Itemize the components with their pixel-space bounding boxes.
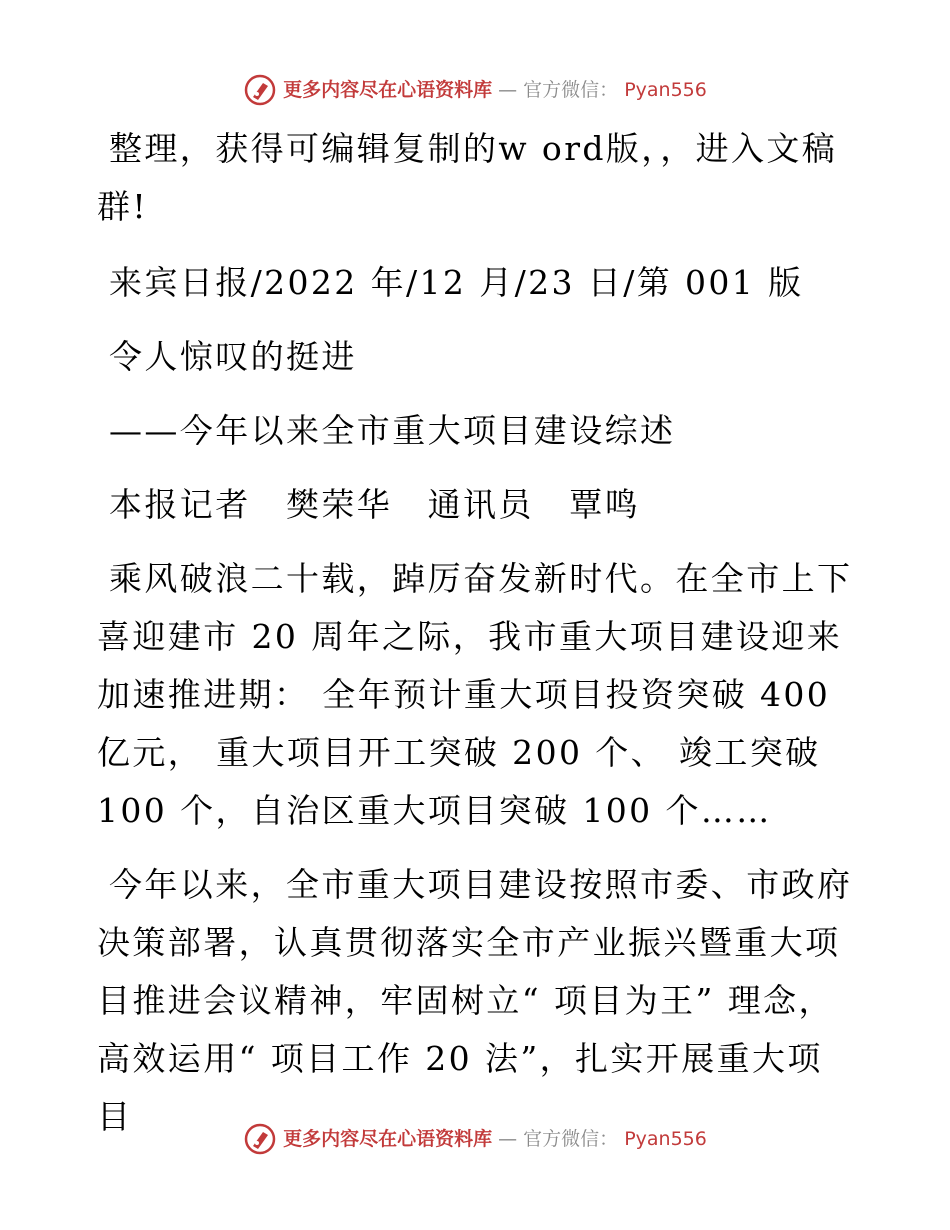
document-body — [97, 120, 857, 1162]
body-paragraph: 乘风破浪二十载，踔厉奋发新时代。在全市上下喜迎建市 20 周年之际，我市重大项目建设迎来加速推进期： 全年预计重大项目投资突破 400 亿元， 重大项目开工突破 200 个、 竣工突破 100 个，自治区重大项目突破 100 个…… — [97, 559, 853, 830]
watermark-official-label: 官方微信： — [523, 78, 619, 101]
pen-nib-logo-icon — [243, 73, 277, 107]
byline: 本报记者 樊荣华 通讯员 覃鸣 — [109, 485, 640, 524]
headline: 令人惊叹的挺进 — [109, 337, 357, 376]
watermark-dash: — — [498, 78, 518, 101]
intro-text: 整理，获得可编辑复制的w ord版，，进入文稿群! — [97, 129, 838, 226]
body-paragraph: 今年以来，全市重大项目建设按照市委、市政府决策部署，认真贯彻落实全市产业振兴暨重大项目推进会议精神，牢固树立“ 项目为王” 理念，高效运用“ 项目工作 20 法”，扎实开展重大项目 — [97, 865, 853, 1136]
watermark-brand: 更多内容尽在心语资料库 — [283, 1127, 493, 1150]
source-line: 来宾日报/2022 年/12 月/23 日/第 001 版 — [109, 263, 804, 302]
watermark-handle: Pyan556 — [624, 78, 707, 101]
watermark-official-label: 官方微信： — [523, 1127, 619, 1150]
watermark-handle: Pyan556 — [624, 1127, 707, 1150]
watermark-brand: 更多内容尽在心语资料库 — [283, 78, 493, 101]
subheadline: ——今年以来全市重大项目建设综述 — [109, 411, 676, 450]
watermark-dash: — — [498, 1127, 518, 1150]
pen-nib-logo-icon — [243, 1122, 277, 1156]
footer-watermark — [0, 1119, 950, 1159]
header-watermark — [0, 70, 950, 110]
